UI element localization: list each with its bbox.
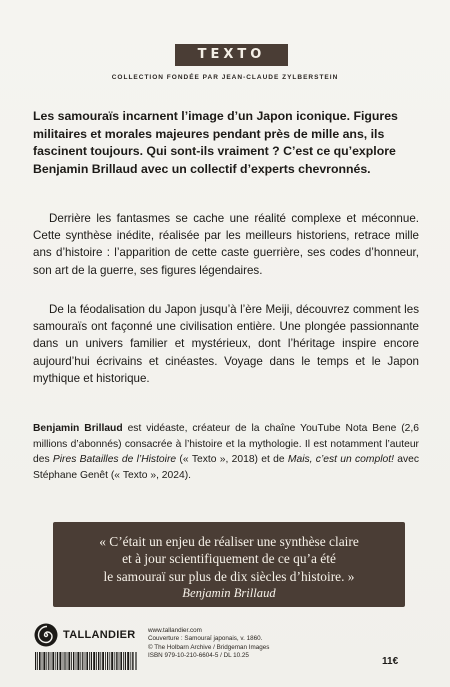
credits bbox=[148, 627, 269, 661]
quote-box bbox=[53, 522, 405, 607]
price: 11€ bbox=[382, 656, 399, 667]
collection-note: COLLECTION FONDÉE PAR JEAN-CLAUDE ZYLBERSTEIN bbox=[111, 74, 339, 81]
bio-text-3: avec Stéphane Genêt (« Texto », 2024). bbox=[33, 454, 419, 481]
publisher-name: TALLANDIER bbox=[63, 629, 136, 641]
body-paragraph-2: De la féodalisation du Japon jusqu’à l’ère Meiji, découvrez comment les samouraïs ont façonné une civilisation entière. Une plongée passionnante dans un univers familier et mystérieux, dont l’héritage inspire encore aujourd’hui écrivains et cinéastes. Voyage dans le temps et le Japon mythique et historique. bbox=[33, 303, 419, 385]
quote-line-1: « C’était un enjeu de réaliser une synthèse claire bbox=[99, 534, 359, 549]
bio-text-1: est vidéaste, créateur de la chaîne YouTube Nota Bene (2,6 millions d’abonnés) consacrée à l’histoire et la mythologie. Il est notamment l’auteur des bbox=[33, 423, 419, 466]
series-badge: TEXTO bbox=[175, 44, 288, 66]
quote-line-2: et à jour scientifiquement de ce qu’a été bbox=[122, 551, 336, 567]
publisher-website: www.tallandier.com bbox=[148, 627, 202, 634]
book-title-2: Mais, c’est un complot! bbox=[287, 454, 394, 466]
book-title-1: Pires Batailles de l’Histoire bbox=[52, 454, 177, 466]
cover-credit: Couverture : Samouraï japonais, v. 1860. bbox=[148, 635, 263, 643]
body-paragraph-1: Derrière les fantasmes se cache une réalité complexe et méconnue. Cette synthèse inédite, réalisée par les meilleurs historiens, retrace mille ans d’histoire : l’apparition de cette caste guerrière, ses codes d’honneur, son art de la guerre, ses figures légendaires. bbox=[33, 212, 419, 277]
isbn: ISBN 979-10-210-6604-5 / DL 10.25 bbox=[148, 652, 249, 660]
quote-text bbox=[53, 533, 405, 585]
quote-line-3: le samouraï sur plus de dix siècles d’histoire. » bbox=[103, 568, 355, 584]
bio-text-2: (« Texto », 2018) et de bbox=[176, 454, 288, 466]
author-name: Benjamin Brillaud bbox=[33, 423, 123, 434]
spiral-logo-icon bbox=[34, 623, 58, 647]
barcode-icon bbox=[35, 652, 137, 670]
author-bio bbox=[33, 421, 419, 483]
quote-author: Benjamin Brillaud bbox=[182, 586, 276, 600]
image-rights: © The Holbarn Archive / Bridgeman Images bbox=[148, 643, 270, 651]
intro-text: Les samouraïs incarnent l’image d’un Japon iconique. Figures militaires et morales majeures pendant près de mille ans, ils fascinent toujours. Qui sont-ils vraiment ? C’est ce qu’explore Benjamin Brillaud avec un collectif d’experts chevronnés. bbox=[33, 109, 398, 176]
